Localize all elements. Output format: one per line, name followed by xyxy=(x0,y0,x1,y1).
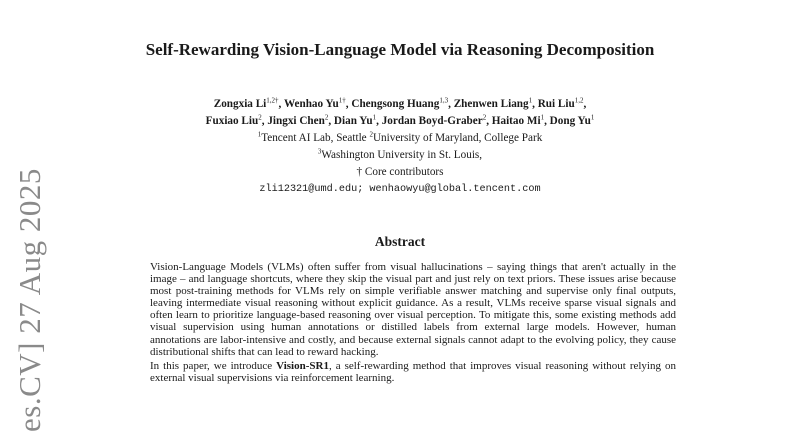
affiliation-text: Washington University in St. Louis, xyxy=(321,149,483,161)
abstract-paragraph xyxy=(150,360,676,384)
affiliation-mark: 3 xyxy=(317,147,322,156)
affiliation-mark: 1 xyxy=(257,130,262,139)
author-name: Wenhao Yu xyxy=(283,98,339,110)
author-affiliation-mark: 1 xyxy=(372,113,377,122)
affiliation-text: Tencent AI Lab, Seattle xyxy=(261,132,370,144)
author-affiliation-mark: 1† xyxy=(338,96,346,105)
affiliation-mark: 2 xyxy=(369,130,373,139)
author-name: Jingxi Chen xyxy=(267,115,325,127)
affiliation-line xyxy=(120,130,680,147)
author-name: Rui Liu xyxy=(537,98,575,110)
author-name: Chengsong Huang xyxy=(351,98,440,110)
author-name: Dong Yu xyxy=(549,115,591,127)
author-name: Fuxiao Liu xyxy=(205,115,259,127)
author-name: Zhenwen Liang xyxy=(453,98,529,110)
core-contributors-note: † Core contributors xyxy=(356,166,444,178)
abstract-text: In this paper, we introduce xyxy=(150,359,277,372)
author-affiliation-mark: 2 xyxy=(482,113,487,122)
author-name: Zongxia Li xyxy=(213,98,267,110)
author-affiliation-mark: 1,3 xyxy=(439,96,449,105)
paper-title: Self-Rewarding Vision-Language Model via Reasoning Decomposition xyxy=(145,40,655,59)
author-list: Zongxia $Li^{1,2\dagger}$, Wenhao $Yu^{1\dagger}$, Chengsong Huang$^{1,3}$, Zhenwen Liang$^1$, Rui Liu$^{1,2}$, Fuxiao Liu$^2$, Jingxi Chen$^2$, Dian Yu$^1$, Jordan Boyd-Graber$^2$, Haitao Mi$^1$, Dong Yu$^1$ xyxy=(205,96,595,127)
author-block xyxy=(120,96,680,198)
author-affiliation-mark: 1 xyxy=(590,113,595,122)
abstract-paragraph: Vision-Language Models (VLMs) often suffer from visual hallucinations – saying things that aren't actually in the image – and language shortcuts, where they skip the visual part and just rely on text priors. These issues arise because most post-training methods for VLMs rely on simple verifiable answer matching and supervise only final outputs, leaving intermediate visual reasoning without explicit guidance. As a result, VLMs receive sparse visual signals and often learn to prioritize language-based reasoning over visual perception. To mitigate this, some existing methods add visual supervision using human annotations or distilled labels from external large models. However, human annotations are labor-intensive and costly, and because external signals cannot adapt to the evolving policy, they cause distributional shifts that can lead to reward hacking. xyxy=(150,261,676,358)
author-affiliation-mark: 1 xyxy=(528,96,533,105)
abstract-heading: Abstract xyxy=(374,234,426,249)
author-affiliation-mark: 2 xyxy=(258,113,262,122)
author-affiliation-mark: 1,2† xyxy=(266,96,279,105)
abstract-text: , a self-rewarding method that improves visual reasoning without relying on external visual supervisions via reinforcement learning. xyxy=(150,359,676,384)
author-name: Jordan Boyd-Graber xyxy=(381,115,483,127)
abstract-body xyxy=(150,261,676,384)
method-name: Vision-SR1 xyxy=(276,359,329,372)
author-affiliation-mark: 1,2 xyxy=(574,96,584,105)
author-name: Haitao Mi xyxy=(491,115,541,127)
affiliation-line xyxy=(120,147,680,164)
author-affiliation-mark: 1 xyxy=(540,113,545,122)
affiliation-text: University of Maryland, College Park xyxy=(372,132,543,144)
arxiv-side-stamp: es.CV] 27 Aug 2025 xyxy=(12,168,47,432)
author-affiliation-mark: 2 xyxy=(324,113,329,122)
author-emails: zli12321@umd.edu; wenhaowyu@global.tencent.com xyxy=(259,184,541,195)
author-name: Dian Yu xyxy=(333,115,373,127)
